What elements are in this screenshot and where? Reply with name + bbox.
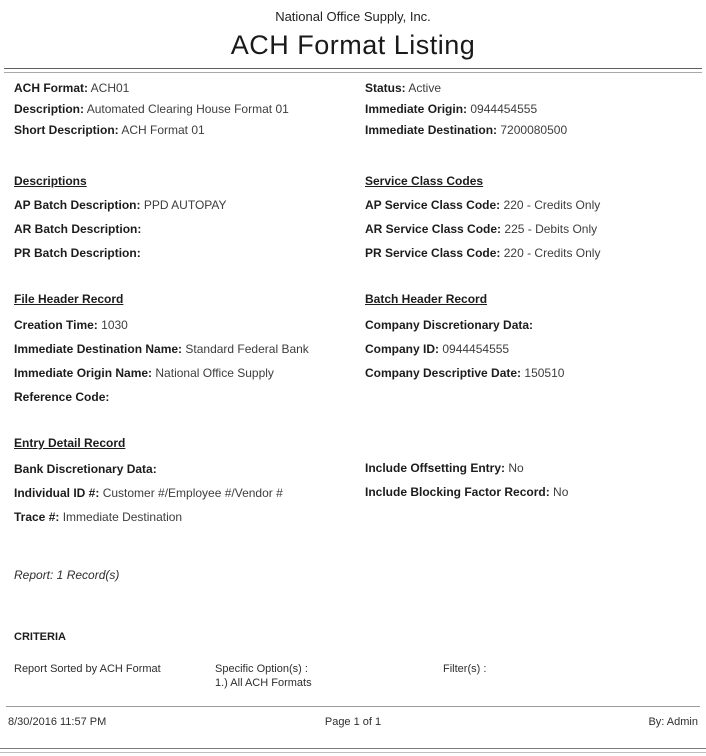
section-entry-detail-record [14, 436, 283, 534]
field-row-company-discretionary-data [365, 318, 564, 342]
section-service-class-codes [365, 174, 600, 270]
field-row-creation-time [14, 318, 309, 342]
field-value: Immediate Destination [62, 510, 183, 524]
field-row-immediate-origin [365, 102, 567, 123]
field-row-include-blocking-factor-record [365, 485, 568, 509]
field-row-immediate-origin-name [14, 366, 309, 390]
field-row-pr-batch-description [14, 246, 227, 270]
field-label: Trace #: [14, 510, 60, 524]
criteria-specific-option-item: 1.) All ACH Formats [215, 677, 312, 689]
criteria-sorted-by: Report Sorted by ACH Format [14, 663, 161, 675]
criteria-specific-options [215, 662, 312, 690]
section-batch-header-record [365, 292, 564, 390]
field-value: 1030 [101, 318, 128, 332]
title-divider [4, 68, 702, 73]
section-file-header-record [14, 292, 309, 414]
field-label: ACH Format: [14, 81, 88, 95]
criteria-heading: CRITERIA [14, 631, 66, 643]
field-label: Immediate Origin: [365, 102, 468, 116]
field-label: PR Service Class Code: [365, 246, 501, 260]
field-row-pr-service-class-code [365, 246, 600, 270]
section-heading: File Header Record [14, 292, 124, 306]
field-label: Reference Code: [14, 390, 110, 404]
field-row-include-offsetting-entry [365, 461, 568, 485]
field-value: National Office Supply [155, 366, 274, 380]
section-heading: Batch Header Record [365, 292, 488, 306]
field-value: 225 - Debits Only [504, 222, 598, 236]
field-value: ACH01 [90, 81, 130, 95]
field-value: Active [408, 81, 442, 95]
field-label: Company ID: [365, 342, 440, 356]
field-label: Short Description: [14, 123, 119, 137]
field-label: Immediate Destination: [365, 123, 498, 137]
footer-datetime: 8/30/2016 11:57 PM [8, 716, 107, 728]
field-label: Immediate Origin Name: [14, 366, 153, 380]
report-title: ACH Format Listing [230, 30, 476, 60]
field-value: 220 - Credits Only [503, 198, 601, 212]
field-row-ar-service-class-code [365, 222, 600, 246]
field-row-status [365, 81, 567, 102]
summary-left-column [14, 81, 289, 144]
field-row-individual-id [14, 486, 283, 510]
footer-page-number: Page 1 of 1 [324, 716, 382, 728]
field-row-short-description [14, 123, 289, 144]
field-row-ar-batch-description [14, 222, 227, 246]
field-label: Include Offsetting Entry: [365, 461, 506, 475]
summary-right-column [365, 81, 567, 144]
field-value: 7200080500 [500, 123, 568, 137]
field-label: Bank Discretionary Data: [14, 462, 157, 476]
field-label: Description: [14, 102, 85, 116]
field-label: Creation Time: [14, 318, 98, 332]
field-row-company-descriptive-date [365, 366, 564, 390]
field-row-company-id [365, 342, 564, 366]
field-label: AP Batch Description: [14, 198, 141, 212]
field-value: No [508, 461, 524, 475]
field-label: Company Descriptive Date: [365, 366, 522, 380]
field-value: 220 - Credits Only [503, 246, 601, 260]
field-label: PR Batch Description: [14, 246, 141, 260]
field-row-description [14, 102, 289, 123]
criteria-specific-options-label: Specific Option(s) : [215, 663, 308, 675]
field-label: Status: [365, 81, 406, 95]
field-label: Individual ID #: [14, 486, 100, 500]
section-heading: Service Class Codes [365, 174, 484, 188]
section-heading: Entry Detail Record [14, 436, 126, 450]
report-record-count: Report: 1 Record(s) [14, 568, 120, 582]
field-value: Automated Clearing House Format 01 [86, 102, 289, 116]
field-row-reference-code [14, 390, 309, 414]
field-value: 150510 [524, 366, 565, 380]
criteria-filters-label: Filter(s) : [443, 663, 487, 675]
field-label: Company Discretionary Data: [365, 318, 534, 332]
field-label: AP Service Class Code: [365, 198, 501, 212]
field-row-bank-discretionary-data [14, 462, 283, 486]
field-value: Customer #/Employee #/Vendor # [102, 486, 283, 500]
field-row-trace-number [14, 510, 283, 534]
field-value: No [553, 485, 569, 499]
footer-generated-by: By: Admin [648, 716, 698, 728]
field-label: Immediate Destination Name: [14, 342, 183, 356]
field-value: 0944454555 [442, 342, 510, 356]
field-row-immediate-destination [365, 123, 567, 144]
field-label: AR Batch Description: [14, 222, 142, 236]
field-row-ap-batch-description [14, 198, 227, 222]
field-label: AR Service Class Code: [365, 222, 502, 236]
field-value: PPD AUTOPAY [143, 198, 227, 212]
field-row-ach-format [14, 81, 289, 102]
section-heading: Descriptions [14, 174, 87, 188]
field-row-ap-service-class-code [365, 198, 600, 222]
field-value: 0944454555 [470, 102, 538, 116]
footer-divider [6, 706, 700, 707]
company-name: National Office Supply, Inc. [275, 9, 431, 24]
entry-detail-right-column [365, 461, 568, 509]
section-descriptions [14, 174, 227, 270]
field-value: ACH Format 01 [121, 123, 205, 137]
bottom-divider [0, 748, 706, 753]
field-label: Include Blocking Factor Record: [365, 485, 550, 499]
field-row-immediate-destination-name [14, 342, 309, 366]
field-value: Standard Federal Bank [185, 342, 309, 356]
